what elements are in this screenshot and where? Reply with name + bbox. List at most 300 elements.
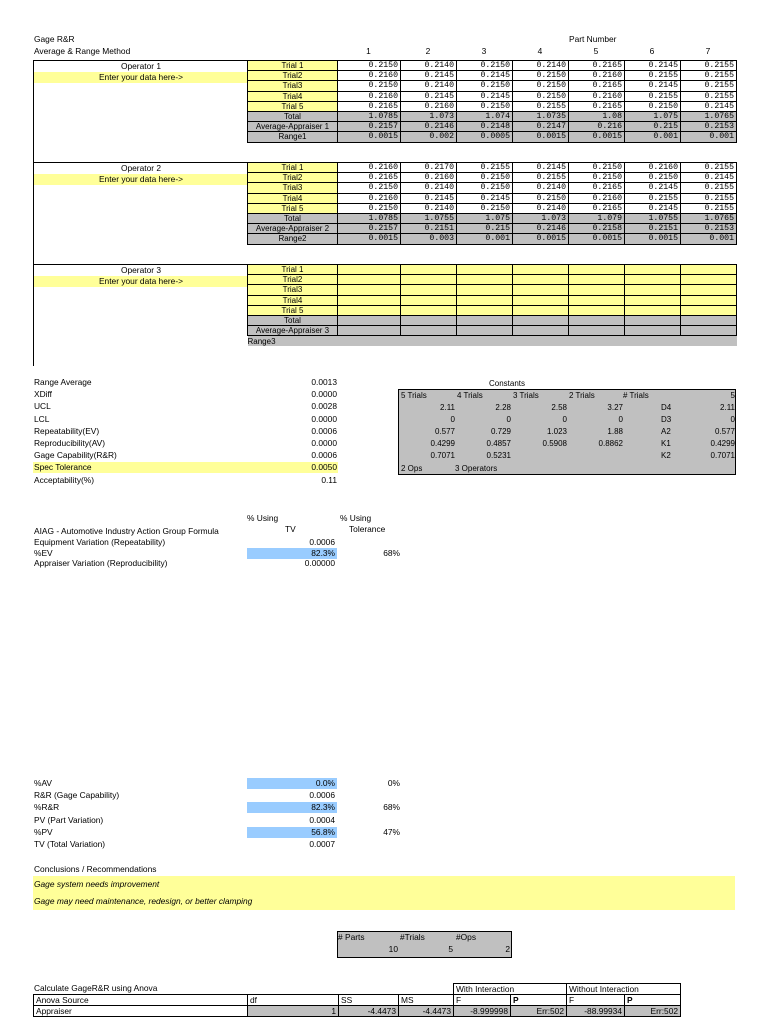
trial-label: Trial 5 (248, 305, 338, 315)
trial-label: Trial4 (248, 295, 338, 305)
constants-ops-label: 3 Operators (455, 464, 498, 473)
data-cell[interactable]: 0.2155 (681, 163, 737, 173)
data-cell[interactable]: 0.2150 (457, 173, 513, 183)
data-cell: 1.0735 (513, 111, 569, 121)
anova-cell: -4.4473 (399, 1006, 454, 1017)
data-cell[interactable]: 0.2160 (338, 163, 401, 173)
aiag-label: Equipment Variation (Repeatability) (34, 536, 166, 547)
stat-label: Repeatability(EV) (34, 425, 100, 436)
aiag-label: %EV (34, 547, 53, 558)
data-cell: 0.001 (625, 132, 681, 142)
trials-value: 5 (448, 944, 453, 954)
data-cell[interactable] (569, 295, 625, 305)
data-cell[interactable] (513, 295, 569, 305)
part-col-header-6: 6 (649, 46, 655, 56)
data-cell[interactable] (513, 305, 569, 315)
enter-data-prompt-bg (34, 276, 248, 287)
data-cell[interactable]: 0.2140 (513, 183, 569, 193)
constants-cell: 0 (730, 415, 735, 424)
aiag-label: AIAG - Automotive Industry Action Group Formula (34, 526, 219, 536)
tv-col-header-1: % Using (247, 513, 279, 523)
data-cell[interactable]: 0.2160 (401, 173, 457, 183)
data-cell[interactable] (457, 295, 513, 305)
data-cell[interactable]: 0.2155 (681, 193, 737, 203)
data-cell[interactable]: 0.2150 (513, 91, 569, 101)
conclusion-line-1: Gage system needs improvement (34, 879, 160, 889)
data-cell[interactable]: 0.2145 (625, 61, 681, 71)
anova-header: SS (339, 995, 399, 1006)
stat-label: Spec Tolerance (34, 462, 92, 473)
anova-header: F (454, 995, 511, 1006)
constants-cell: 1.88 (607, 427, 623, 436)
constants-cell: 2.11 (440, 403, 455, 412)
data-cell: 1.075 (625, 111, 681, 121)
trial-row (248, 193, 737, 203)
total-row (248, 315, 737, 325)
data-cell[interactable]: 0.2165 (569, 203, 625, 213)
data-cell (338, 315, 401, 325)
average-row (248, 224, 737, 234)
data-cell: 0.0015 (338, 132, 401, 142)
range-row (248, 336, 737, 346)
constants-header: 3 Trials (513, 391, 539, 400)
stat-value: 0.0006 (311, 425, 337, 436)
data-cell: 0.0015 (513, 132, 569, 142)
stat-label: UCL (34, 401, 51, 412)
data-cell[interactable]: 0.2150 (513, 71, 569, 81)
data-cell[interactable] (338, 275, 401, 285)
trial-label: Trial 1 (248, 61, 338, 71)
stat-label: XDiff (34, 389, 52, 400)
data-cell: 1.075 (457, 213, 513, 223)
data-cell[interactable]: 0.2150 (457, 81, 513, 91)
data-cell (401, 336, 457, 346)
trial-row (248, 183, 737, 193)
data-cell[interactable]: 0.2155 (625, 91, 681, 101)
data-cell[interactable]: 0.2140 (401, 203, 457, 213)
part-number-label: Part Number (569, 34, 617, 44)
stat-label: Range Average (34, 377, 92, 387)
trial-label: Trial2 (248, 173, 338, 183)
trial-label: Trial2 (248, 71, 338, 81)
data-cell[interactable] (401, 265, 457, 275)
tol-col-header-2: Tolerance (349, 524, 386, 534)
data-cell[interactable] (401, 295, 457, 305)
data-cell: 0.2151 (625, 224, 681, 234)
counts-box (337, 931, 512, 958)
method-label: Average & Range Method (34, 46, 131, 56)
stat-value[interactable]: 0.0050 (311, 462, 337, 473)
ops-value: 2 (505, 944, 510, 954)
data-cell[interactable]: 0.2145 (457, 71, 513, 81)
trial-row (248, 203, 737, 213)
data-cell[interactable]: 0.2150 (338, 203, 401, 213)
data-cell[interactable]: 0.2160 (338, 71, 401, 81)
data-cell[interactable]: 0.2140 (513, 61, 569, 71)
data-cell: 0.215 (625, 122, 681, 132)
constants-cell: K2 (661, 451, 671, 460)
data-cell[interactable]: 0.2145 (457, 91, 513, 101)
data-cell[interactable]: 0.2140 (401, 183, 457, 193)
data-cell[interactable]: 0.2150 (513, 193, 569, 203)
data-cell[interactable]: 0.2150 (457, 61, 513, 71)
stat-label: Acceptability(%) (34, 474, 95, 485)
constants-header: 4 Trials (457, 391, 483, 400)
anova-header: F (567, 995, 625, 1006)
data-cell: 0.2158 (569, 224, 625, 234)
enter-data-prompt-bg (34, 72, 248, 83)
part-col-header-4: 4 (537, 46, 543, 56)
aiag-label: %PV (34, 826, 53, 837)
aiag-label: PV (Part Variation) (34, 814, 104, 825)
data-cell: 1.0755 (401, 213, 457, 223)
trial-label: Trial 5 (248, 203, 338, 213)
constants-cell: 0 (618, 415, 623, 424)
data-cell (681, 315, 737, 325)
data-cell[interactable]: 0.2150 (569, 173, 625, 183)
enter-data-prompt-bg (34, 174, 248, 185)
constants-cell: 0 (506, 415, 511, 424)
data-cell: 1.0785 (338, 111, 401, 121)
parts-value: 10 (388, 944, 398, 954)
data-cell[interactable] (681, 265, 737, 275)
data-cell[interactable]: 0.2145 (401, 71, 457, 81)
data-cell: 1.0765 (681, 111, 737, 121)
data-cell[interactable] (457, 265, 513, 275)
data-cell[interactable]: 0.2160 (338, 193, 401, 203)
data-cell: 0.2147 (513, 122, 569, 132)
data-cell[interactable]: 0.2145 (625, 183, 681, 193)
constants-cell: 0.7071 (710, 451, 735, 460)
data-cell[interactable] (457, 285, 513, 295)
data-cell[interactable]: 0.2155 (513, 101, 569, 111)
trial-row (248, 91, 737, 101)
operator-name: Operator 1 (120, 61, 162, 71)
aiag-label: Appraiser Variation (Reproducibility) (34, 558, 168, 569)
data-cell[interactable] (625, 265, 681, 275)
constants-cell: 0.4299 (430, 439, 455, 448)
data-cell[interactable]: 0.2160 (569, 193, 625, 203)
total-label: Total (248, 213, 338, 223)
data-cell[interactable]: 0.2145 (513, 163, 569, 173)
average-label: Average-Appraiser 2 (248, 224, 338, 234)
operator-block-2 (33, 162, 247, 264)
aiag-tv-value: 82.3% (311, 547, 335, 558)
data-cell: 0.0015 (625, 234, 681, 244)
constants-cell: 3.27 (607, 403, 623, 412)
data-cell[interactable]: 0.2150 (457, 183, 513, 193)
total-row (248, 111, 737, 121)
anova-cell: -4.4473 (339, 1006, 399, 1017)
ops-label: #Ops (456, 932, 477, 942)
range-label: Range2 (248, 234, 338, 244)
data-cell (457, 326, 513, 336)
parts-label: # Parts (338, 932, 365, 942)
tol-col-header-1: % Using (340, 513, 372, 523)
data-cell[interactable]: 0.2145 (625, 203, 681, 213)
data-cell[interactable]: 0.2165 (338, 101, 401, 111)
data-cell[interactable]: 0.2150 (457, 101, 513, 111)
operator-3-table (247, 264, 737, 346)
average-row (248, 326, 737, 336)
anova-cell: 1 (248, 1006, 339, 1017)
data-cell[interactable]: 0.2140 (513, 203, 569, 213)
data-cell[interactable] (625, 305, 681, 315)
data-cell[interactable]: 0.2150 (338, 81, 401, 91)
constants-cell: 0.5908 (542, 439, 567, 448)
data-cell[interactable] (401, 275, 457, 285)
data-cell: 0.2151 (401, 224, 457, 234)
constants-header: # Trials (623, 391, 649, 400)
stat-value: 0.0006 (311, 450, 337, 461)
data-cell (625, 315, 681, 325)
average-label: Average-Appraiser 1 (248, 122, 338, 132)
data-cell (513, 336, 569, 346)
stat-label: Gage Capability(R&R) (34, 450, 117, 461)
data-cell[interactable]: 0.2160 (625, 163, 681, 173)
data-cell: 1.074 (457, 111, 513, 121)
data-cell[interactable]: 0.2145 (625, 81, 681, 91)
constants-header: 2 Trials (569, 391, 595, 400)
data-cell[interactable] (569, 265, 625, 275)
anova-table (33, 983, 681, 1017)
data-cell: 1.079 (569, 213, 625, 223)
data-cell[interactable] (569, 275, 625, 285)
data-cell[interactable] (681, 295, 737, 305)
aiag-tv-value: 0.0006 (309, 536, 335, 547)
constants-cell: 0.7071 (430, 451, 455, 460)
trial-row (248, 61, 737, 71)
operator-name: Operator 3 (120, 265, 162, 275)
data-cell: 0.2153 (681, 122, 737, 132)
data-cell[interactable]: 0.2140 (401, 81, 457, 91)
part-col-header-2: 2 (425, 46, 431, 56)
data-cell[interactable]: 0.2150 (338, 183, 401, 193)
data-cell: 0.2157 (338, 224, 401, 234)
trial-label: Trial 1 (248, 163, 338, 173)
data-cell[interactable]: 0.2165 (569, 183, 625, 193)
data-cell[interactable] (338, 285, 401, 295)
stat-value: 0.0013 (311, 377, 337, 387)
constants-header: 5 (730, 391, 735, 400)
average-row (248, 122, 737, 132)
data-cell[interactable] (513, 285, 569, 295)
data-cell: 1.073 (401, 111, 457, 121)
data-cell[interactable]: 0.2155 (681, 203, 737, 213)
data-cell[interactable] (457, 305, 513, 315)
anova-header: df (248, 995, 339, 1006)
data-cell[interactable] (338, 305, 401, 315)
anova-header: P (625, 995, 681, 1006)
data-cell[interactable] (681, 275, 737, 285)
data-cell[interactable]: 0.2150 (625, 101, 681, 111)
data-cell[interactable] (625, 285, 681, 295)
data-cell[interactable]: 0.2155 (513, 173, 569, 183)
data-cell[interactable]: 0.2155 (457, 163, 513, 173)
data-cell: 0.001 (681, 234, 737, 244)
trial-label: Trial2 (248, 275, 338, 285)
data-cell[interactable]: 0.2155 (681, 91, 737, 101)
constants-cell: 0.577 (434, 427, 455, 436)
data-cell: 0.216 (569, 122, 625, 132)
trial-row (248, 163, 737, 173)
stat-label: Reproducibility(AV) (34, 438, 106, 448)
data-cell[interactable]: 0.2165 (569, 101, 625, 111)
enter-data-prompt: Enter your data here-> (98, 276, 184, 286)
data-cell[interactable] (681, 285, 737, 295)
anova-cell: Err:502 (625, 1006, 681, 1017)
data-cell (457, 336, 513, 346)
constants-cell: 2.28 (495, 403, 511, 412)
constants-cell: 0.4299 (710, 439, 735, 448)
data-cell[interactable]: 0.2155 (681, 183, 737, 193)
total-row (248, 213, 737, 223)
anova-header: Anova Source (34, 995, 248, 1006)
data-cell[interactable]: 0.2160 (569, 91, 625, 101)
data-cell[interactable]: 0.2155 (625, 193, 681, 203)
data-cell: 1.08 (569, 111, 625, 121)
anova-title: Calculate GageR&R using Anova (34, 983, 158, 993)
data-cell: 0.0015 (569, 234, 625, 244)
data-cell[interactable] (625, 275, 681, 285)
data-cell: 1.0785 (338, 213, 401, 223)
constants-cell: K1 (661, 439, 671, 448)
data-cell[interactable]: 0.2160 (401, 101, 457, 111)
data-cell[interactable]: 0.2145 (401, 91, 457, 101)
trial-label: Trial3 (248, 183, 338, 193)
trial-label: Trial4 (248, 193, 338, 203)
constants-cell: 0.8862 (598, 439, 623, 448)
data-cell: 0.0005 (457, 132, 513, 142)
trial-row (248, 101, 737, 111)
with-interaction-header: With Interaction (454, 984, 567, 995)
data-cell[interactable] (338, 295, 401, 305)
part-col-header-3: 3 (481, 46, 487, 56)
data-cell[interactable]: 0.2150 (625, 173, 681, 183)
stat-value: 0.0028 (311, 401, 337, 412)
constants-cell: 2.58 (551, 403, 567, 412)
operator-2-table (247, 162, 737, 245)
trial-label: Trial 1 (248, 265, 338, 275)
aiag-tv-value: 0.0007 (309, 839, 335, 849)
average-label: Average-Appraiser 3 (248, 326, 338, 336)
trial-label: Trial4 (248, 91, 338, 101)
range-row (248, 234, 737, 244)
data-cell (569, 315, 625, 325)
range-label: Range3 (248, 336, 338, 346)
data-cell[interactable]: 0.2145 (401, 193, 457, 203)
data-cell[interactable] (681, 305, 737, 315)
data-cell[interactable] (569, 285, 625, 295)
total-label: Total (248, 315, 338, 325)
constants-cell: 0 (450, 415, 455, 424)
operator-1-table (247, 60, 737, 143)
data-cell: 0.2157 (338, 122, 401, 132)
constants-cell: D4 (661, 403, 672, 412)
data-cell[interactable] (569, 305, 625, 315)
constants-ops-label: 2 Ops (401, 464, 423, 473)
aiag-label: R&R (Gage Capability) (34, 790, 120, 801)
data-cell[interactable]: 0.2155 (681, 61, 737, 71)
without-interaction-header: Without Interaction (567, 984, 681, 995)
data-cell[interactable]: 0.2155 (681, 71, 737, 81)
part-col-header-7: 7 (705, 46, 711, 56)
data-cell[interactable]: 0.2145 (457, 193, 513, 203)
data-cell[interactable] (401, 285, 457, 295)
constants-cell: 0.4857 (486, 439, 511, 448)
data-cell[interactable]: 0.2145 (681, 173, 737, 183)
data-cell (338, 326, 401, 336)
stat-value: 0.0000 (311, 438, 337, 448)
data-cell[interactable] (457, 275, 513, 285)
data-cell[interactable]: 0.2150 (457, 203, 513, 213)
data-cell[interactable]: 0.2165 (569, 81, 625, 91)
aiag-label: %AV (34, 778, 52, 788)
data-cell: 0.001 (457, 234, 513, 244)
aiag-tv-value: 0.0% (315, 778, 335, 788)
data-cell (513, 315, 569, 325)
anova-cell: -88.99934 (567, 1006, 625, 1017)
data-cell: 0.2153 (681, 224, 737, 234)
data-cell[interactable] (513, 265, 569, 275)
data-cell[interactable]: 0.2160 (569, 71, 625, 81)
data-cell[interactable]: 0.2155 (681, 81, 737, 91)
data-cell: 0.0015 (513, 234, 569, 244)
data-cell[interactable]: 0.2165 (338, 173, 401, 183)
data-cell[interactable] (513, 275, 569, 285)
aiag-tol-value: 68% (383, 802, 400, 813)
data-cell[interactable]: 0.2155 (625, 71, 681, 81)
stat-label: LCL (34, 413, 50, 424)
trial-label: Trial3 (248, 81, 338, 91)
data-cell[interactable]: 0.2150 (338, 61, 401, 71)
operator-block-1 (33, 60, 247, 162)
data-cell[interactable]: 0.2170 (401, 163, 457, 173)
data-cell[interactable]: 0.2165 (569, 61, 625, 71)
anova-cell: Err:502 (511, 1006, 567, 1017)
data-cell: 1.0765 (681, 213, 737, 223)
data-cell: 1.0755 (625, 213, 681, 223)
data-cell: 0.2148 (457, 122, 513, 132)
total-label: Total (248, 111, 338, 121)
data-cell (513, 326, 569, 336)
trial-label: Trial3 (248, 285, 338, 295)
data-cell[interactable]: 0.2150 (513, 81, 569, 91)
anova-cell: Appraiser (34, 1006, 248, 1017)
data-cell[interactable]: 0.2160 (338, 91, 401, 101)
conclusions-title: Conclusions / Recommendations (34, 864, 157, 874)
data-cell[interactable] (625, 295, 681, 305)
conclusion-line-2: Gage may need maintenance, redesign, or better clamping (34, 896, 253, 906)
data-cell[interactable]: 0.2140 (401, 61, 457, 71)
data-cell[interactable] (338, 265, 401, 275)
data-cell[interactable]: 0.2150 (569, 163, 625, 173)
data-cell (457, 315, 513, 325)
data-cell: 0.002 (401, 132, 457, 142)
data-cell[interactable]: 0.2145 (681, 101, 737, 111)
tv-col-header-2: TV (285, 524, 296, 534)
data-cell[interactable] (401, 305, 457, 315)
data-cell: 0.215 (457, 224, 513, 234)
data-cell (625, 336, 681, 346)
data-cell: 0.001 (681, 132, 737, 142)
aiag-tv-value: 0.0004 (309, 814, 335, 825)
operator-name: Operator 2 (120, 163, 162, 173)
trial-row (248, 173, 737, 183)
constants-box (398, 379, 736, 475)
anova-cell: -8.999998 (454, 1006, 511, 1017)
data-cell (401, 315, 457, 325)
